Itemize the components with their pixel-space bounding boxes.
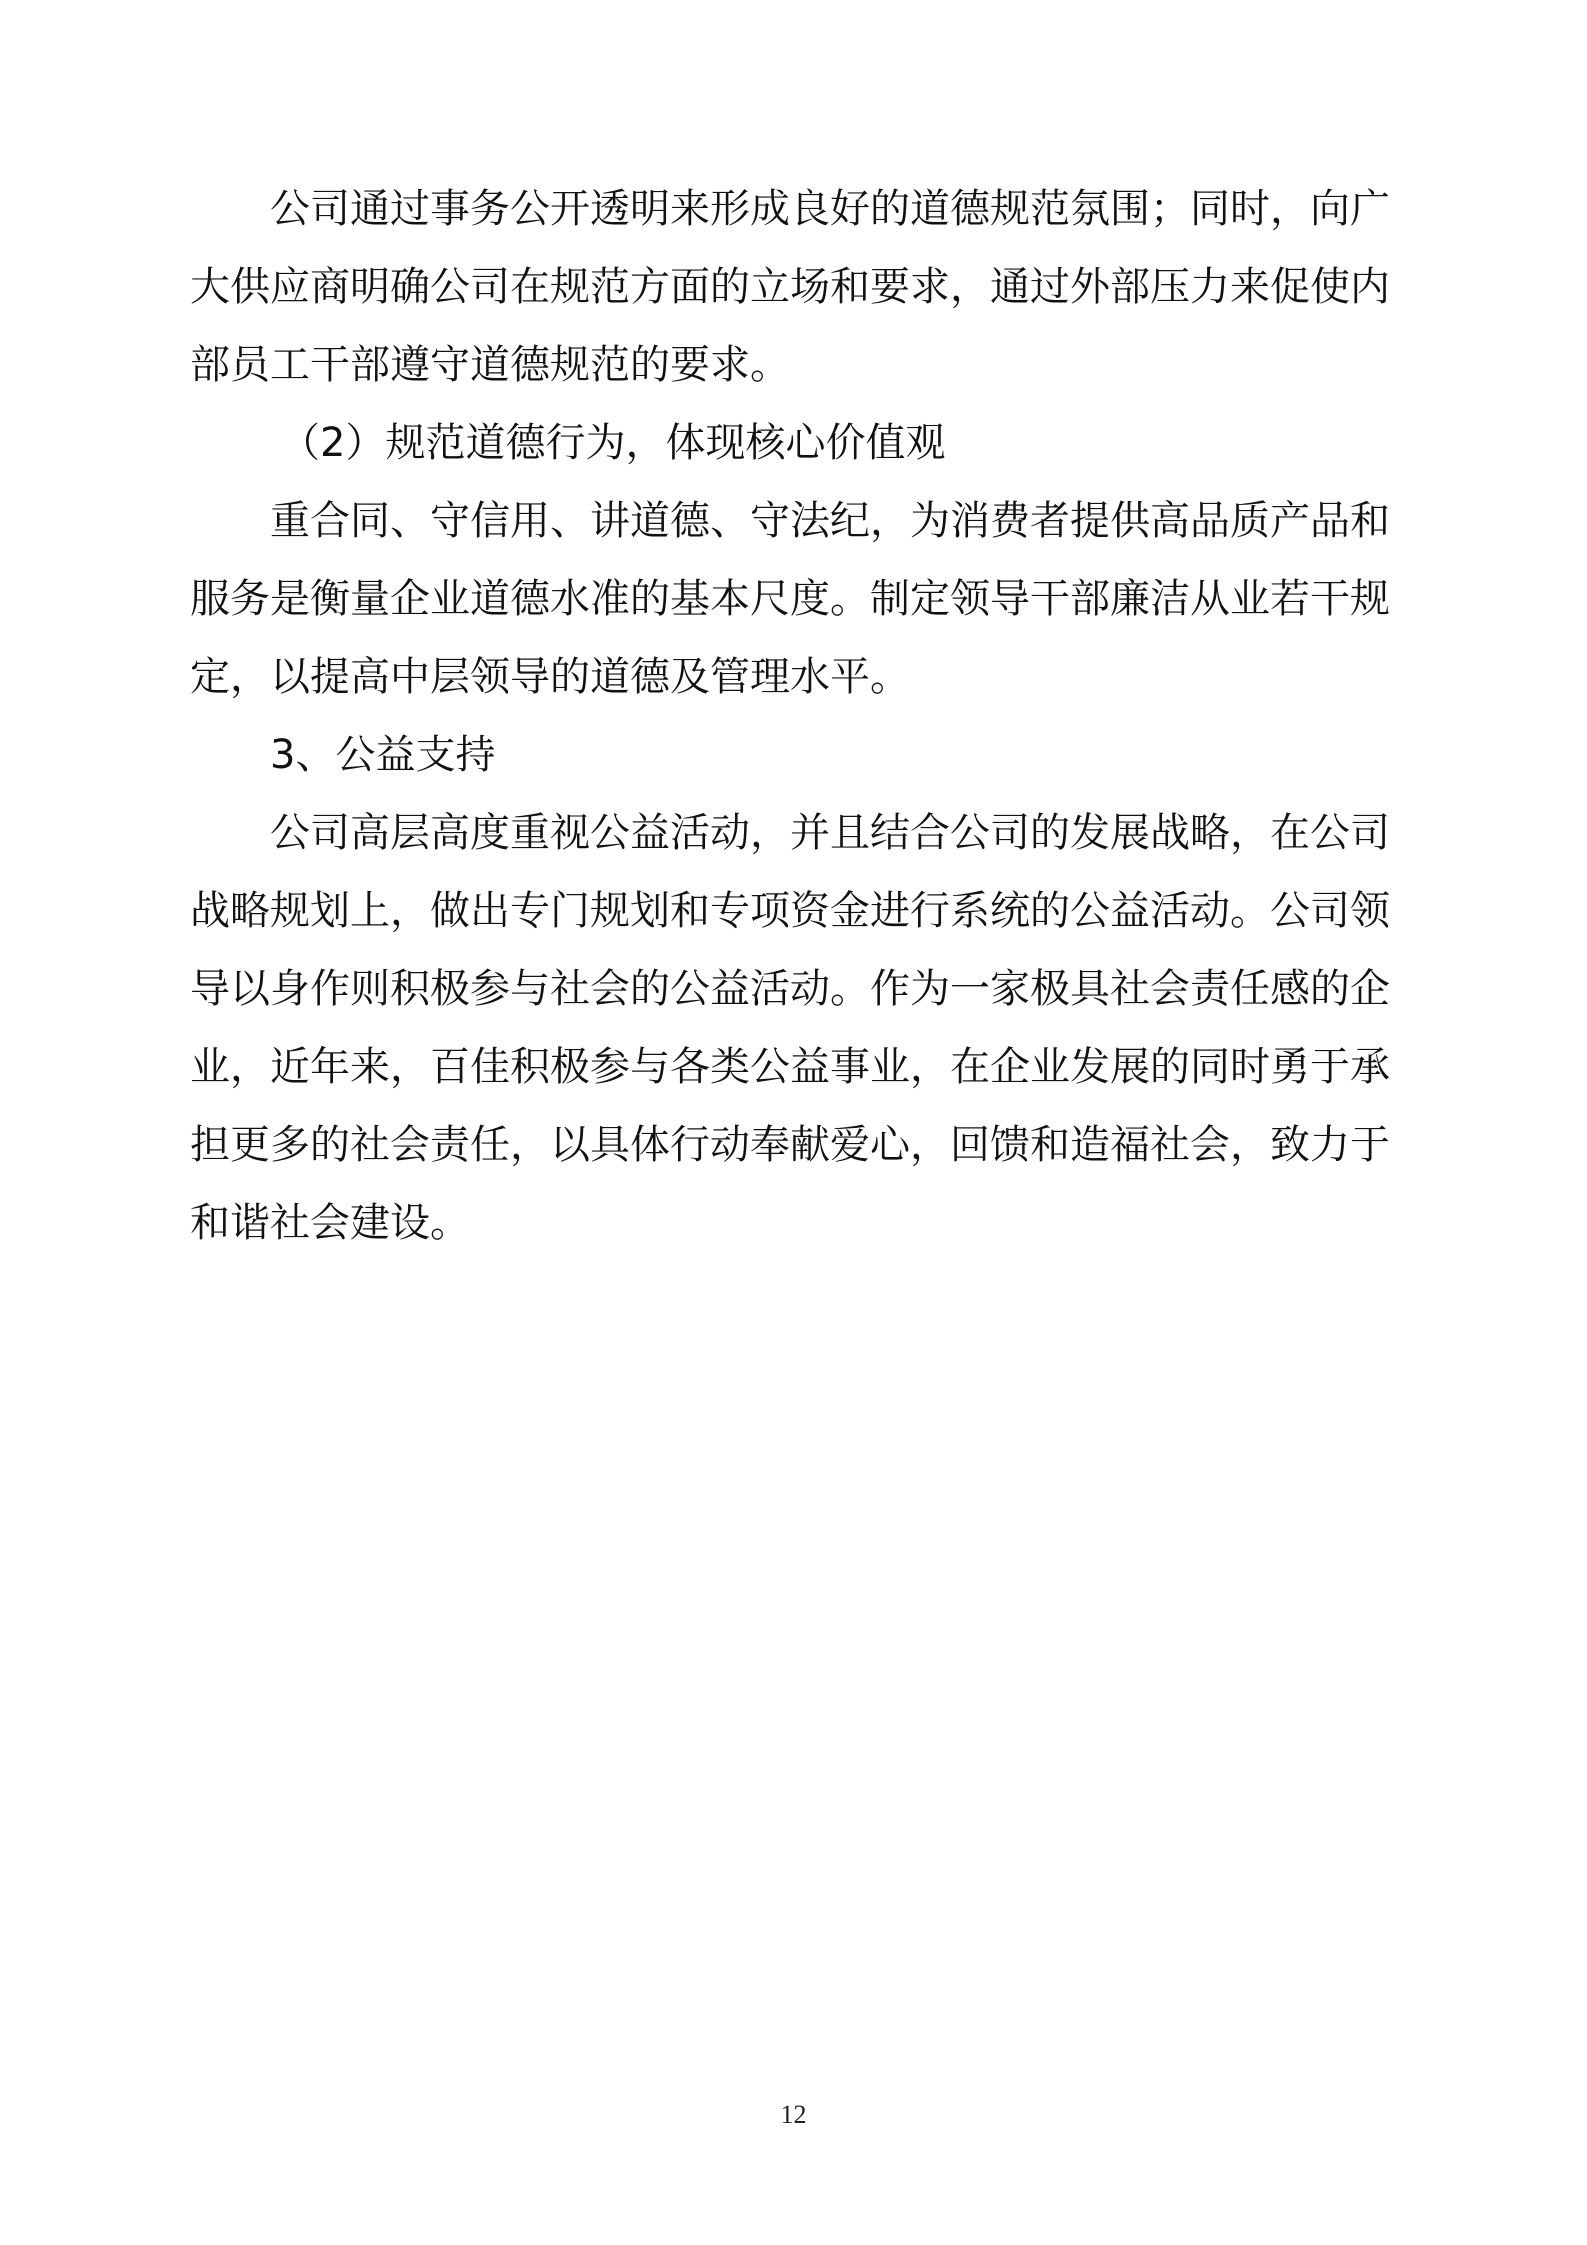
section-heading-3: 3、公益支持 [270, 732, 496, 778]
paragraph-3-line-4: 业，近年来，百佳积极参与各类公益事业，在企业发展的同时勇于承 [190, 1044, 1390, 1090]
document-body [190, 186, 1390, 1278]
paragraph-1-line-2: 大供应商明确公司在规范方面的立场和要求，通过外部压力来促使内 [190, 264, 1390, 310]
paragraph-1-line-3: 部员工干部遵守道德规范的要求。 [190, 342, 790, 388]
paragraph-3-line-5: 担更多的社会责任，以具体行动奉献爱心，回馈和造福社会，致力于 [190, 1122, 1390, 1168]
paragraph-2-line-3: 定，以提高中层领导的道德及管理水平。 [190, 654, 910, 700]
paragraph-3-line-3: 导以身作则积极参与社会的公益活动。作为一家极具社会责任感的企 [190, 966, 1390, 1012]
paragraph-1-line-1: 公司通过事务公开透明来形成良好的道德规范氛围；同时，向广 [270, 186, 1390, 232]
paragraph-3-line-1: 公司高层高度重视公益活动，并且结合公司的发展战略，在公司 [270, 810, 1390, 856]
paragraph-3-line-6: 和谐社会建设。 [190, 1200, 470, 1246]
paragraph-2-line-2: 服务是衡量企业道德水准的基本尺度。制定领导干部廉洁从业若干规 [190, 576, 1390, 622]
paragraph-3-line-2: 战略规划上，做出专门规划和专项资金进行系统的公益活动。公司领 [190, 888, 1390, 934]
page-number: 12 [780, 2100, 807, 2129]
subheading-2: （2）规范道德行为，体现核心价值观 [280, 420, 946, 466]
paragraph-2-line-1: 重合同、守信用、讲道德、守法纪，为消费者提供高品质产品和 [270, 498, 1390, 544]
